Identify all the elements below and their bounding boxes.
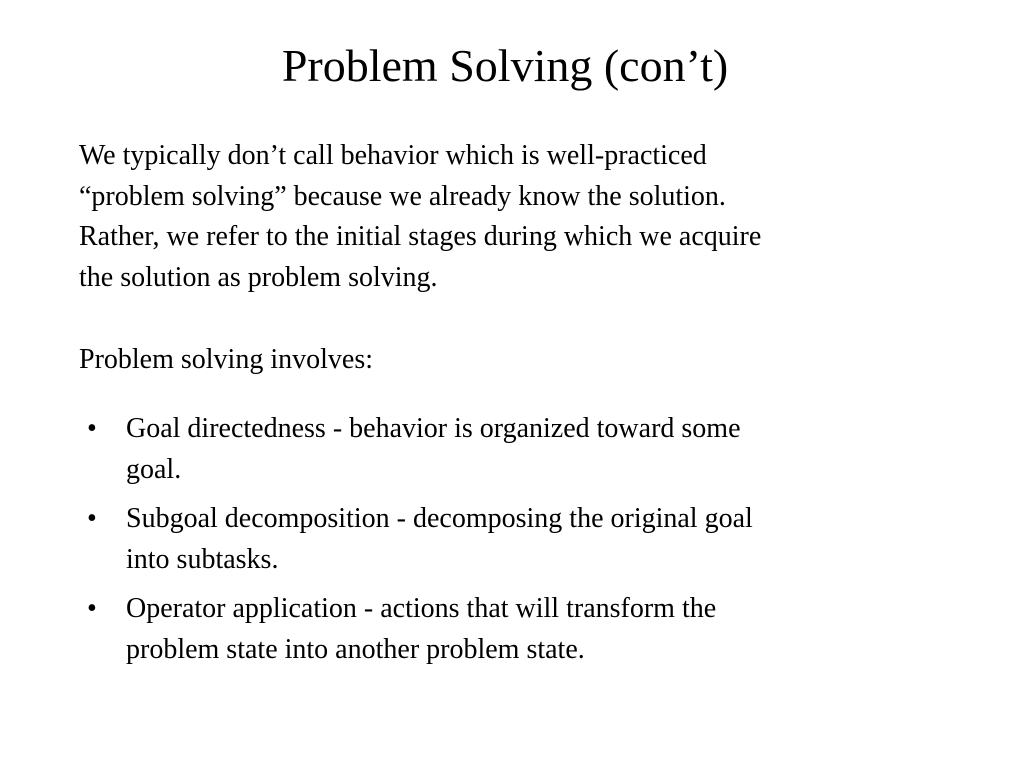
bullet-item-goal-directedness <box>79 409 939 490</box>
involves-heading <box>79 340 939 381</box>
bullet-line: goal. <box>126 453 182 485</box>
intro-line: We typically don’t call behavior which is well-practiced <box>79 140 707 171</box>
bullet-icon: • <box>87 503 97 534</box>
bullet-icon: • <box>87 413 97 444</box>
bullet-list <box>79 409 939 679</box>
bullet-line: Subgoal decomposition - decomposing the original goal <box>126 503 753 534</box>
intro-line: Rather, we refer to the initial stages during which we acquire <box>79 221 762 252</box>
bullet-line: Goal directedness - behavior is organized toward some <box>126 413 741 444</box>
intro-line: “problem solving” because we already know the solution. <box>79 180 726 212</box>
bullet-icon: • <box>87 593 97 624</box>
involves-text: Problem solving involves: <box>79 344 373 375</box>
intro-paragraph <box>79 136 939 298</box>
bullet-item-operator-application <box>79 589 939 670</box>
bullet-line: into subtasks. <box>126 543 279 575</box>
slide-title: Problem Solving (con’t) <box>281 40 729 91</box>
bullet-item-subgoal-decomposition <box>79 499 939 580</box>
intro-line: the solution as problem solving. <box>79 261 438 293</box>
bullet-line: problem state into another problem state. <box>126 633 585 665</box>
bullet-line: Operator application - actions that will transform the <box>126 593 717 624</box>
